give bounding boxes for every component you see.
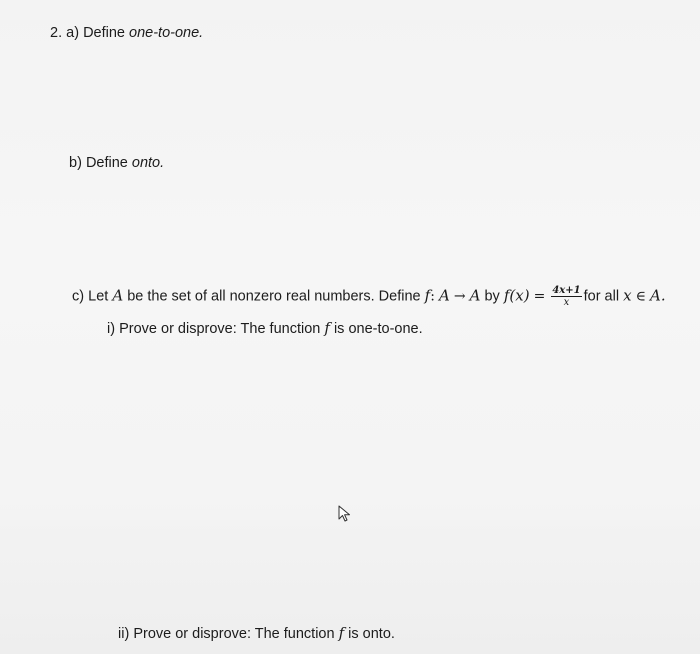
fraction-numerator: 4x+1 (552, 285, 581, 296)
question-number: 2. (50, 25, 63, 41)
part-c-set-text: be the set of all nonzero real numbers. Define (127, 288, 421, 305)
part-b-text: Define (85, 155, 128, 171)
question-2c (72, 285, 666, 308)
part-b-label: b) (69, 155, 82, 171)
question-2b (69, 154, 164, 172)
part-b-term: onto. (131, 155, 165, 171)
part-c-label: c) (72, 288, 85, 305)
part-c-forall: for all (583, 288, 620, 305)
question-2a (50, 24, 203, 42)
mouse-pointer-icon (337, 505, 353, 523)
element-var: x (623, 286, 632, 305)
fraction-denominator: x (563, 297, 570, 308)
equals-symbol: = (533, 288, 546, 305)
part-i-suffix: is one-to-one. (333, 321, 423, 337)
part-i-function-var: f (324, 319, 330, 337)
part-c-by: by (484, 288, 500, 305)
part-i-label: i) (107, 321, 116, 337)
function-codomain: A (469, 286, 481, 305)
function-colon: : (430, 288, 435, 305)
function-domain: A (438, 286, 450, 305)
part-a-term: one-to-one. (129, 25, 204, 41)
function-name: f (424, 286, 431, 305)
question-2c-ii (118, 624, 395, 643)
domain-end: A. (650, 286, 666, 305)
arrow-symbol: → (453, 288, 466, 305)
function-fraction (551, 285, 581, 308)
part-a-label: a) (66, 25, 80, 41)
part-c-let: Let (88, 288, 109, 305)
part-ii-function-var: f (338, 624, 345, 642)
part-ii-prefix: Prove or disprove: The function (133, 626, 335, 642)
function-lhs: f(x) (503, 286, 530, 305)
set-a-var: A (112, 286, 124, 305)
part-ii-label: ii) (118, 626, 130, 642)
part-ii-suffix: is onto. (348, 626, 395, 642)
element-of-symbol: ∈ (635, 288, 646, 305)
part-i-prefix: Prove or disprove: The function (119, 321, 321, 337)
question-2c-i (107, 319, 423, 338)
part-a-text: Define (83, 25, 125, 41)
